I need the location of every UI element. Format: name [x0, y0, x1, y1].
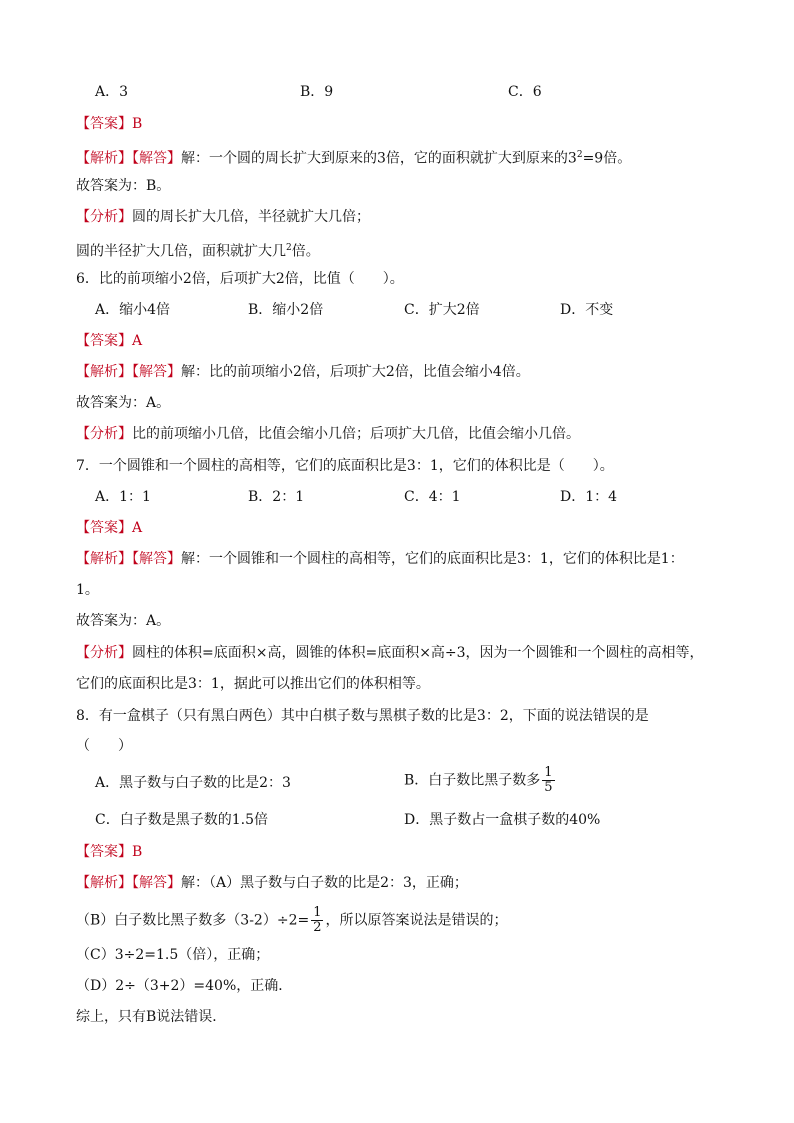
remark-text: 圆的周长扩大几倍，半径就扩大几倍； [132, 209, 370, 225]
q5-conclusion: 故答案为：B。 [76, 178, 171, 194]
solve-tag: 【解答】 [132, 364, 181, 380]
q6-option-a: A．缩小4倍 [95, 302, 171, 318]
q7-stem: 7．一个圆锥和一个圆柱的高相等，它们的底面积比是3：1，它们的体积比是（ ）。 [76, 458, 614, 474]
remark-tag: 【分析】 [76, 645, 132, 661]
fraction-numerator: 1 [313, 905, 322, 920]
remark-text: 比的前项缩小几倍，比值会缩小几倍；后项扩大几倍，比值会缩小几倍。 [132, 426, 580, 442]
q7-option-c: C．4：1 [404, 489, 461, 505]
analysis-tag: 【解析】 [76, 551, 132, 567]
q6-conclusion: 故答案为：A。 [76, 395, 171, 411]
q7-answer-line [76, 518, 142, 538]
q8-option-a: A．黑子数与白子数的比是2：3 [95, 775, 291, 791]
remark-text: 圆柱的体积=底面积×高，圆锥的体积=底面积×高÷3，因为一个圆锥和一个圆柱的高相等， [132, 645, 704, 661]
q5-solve-line [76, 145, 631, 169]
solve-b-text: （B）白子数比黑子数多（3-2）÷2= [76, 912, 310, 929]
analysis-tag: 【解析】 [76, 150, 132, 167]
remark-tag: 【分析】 [76, 209, 132, 225]
option-c: C．6 [508, 84, 542, 100]
solve-text: 解：一个圆锥和一个圆柱的高相等，它们的底面积比是3：1，它们的体积比是1： [181, 551, 684, 567]
fraction-denominator: 5 [544, 780, 553, 795]
solve-tag: 【解答】 [132, 150, 181, 167]
q8-option-d: D．黑子数占一盒棋子数的40% [404, 812, 601, 828]
q7-remark-line [76, 643, 704, 663]
answer-tag: 【答案】 [76, 116, 132, 132]
answer-tag: 【答案】 [76, 844, 132, 860]
q5-remark-line-2 [76, 238, 320, 262]
remark-tag: 【分析】 [76, 426, 132, 442]
q8-answer-line [76, 842, 142, 862]
q8-option-c: C．白子数是黑子数的1.5倍 [95, 812, 268, 828]
analysis-tag: 【解析】 [76, 875, 132, 891]
q8-stem-2: （ ） [76, 738, 132, 754]
q7-solve-line-2: 1。 [76, 582, 99, 598]
q5-answer-line [76, 114, 142, 134]
q6-option-c: C．扩大2倍 [404, 302, 480, 318]
q6-stem: 6．比的前项缩小2倍，后项扩大2倍，比值（ ）。 [76, 271, 404, 287]
solve-text: 解：（A）黑子数与白子数的比是2：3，正确； [181, 875, 468, 891]
q8-option-b [404, 766, 557, 795]
answer-value: B [132, 844, 143, 860]
fraction-one-half [311, 906, 323, 935]
q7-option-d: D．1：4 [560, 489, 618, 505]
solve-text: 解：比的前项缩小2倍，后项扩大2倍，比值会缩小4倍。 [181, 364, 530, 380]
q8-solve-line [76, 873, 468, 893]
fraction-numerator: 1 [544, 765, 553, 780]
q6-remark-line [76, 424, 580, 444]
q7-option-b: B．2：1 [248, 489, 305, 505]
solve-tag: 【解答】 [132, 551, 181, 567]
solve-text-end: =9倍。 [582, 150, 632, 167]
q8-stem: 8．有一盒棋子（只有黑白两色）其中白棋子数与黑棋子数的比是3：2，下面的说法错误的是 [76, 708, 649, 724]
analysis-tag: 【解析】 [76, 364, 132, 380]
q6-option-d: D．不变 [560, 302, 614, 318]
option-b: B．9 [300, 84, 334, 100]
fraction-denominator: 2 [313, 920, 322, 935]
answer-value: B [132, 116, 143, 132]
q8-solve-d: （D）2÷（3+2）=40%，正确． [76, 978, 293, 994]
q6-option-b: B．缩小2倍 [248, 302, 324, 318]
remark-text-end: 倍。 [291, 243, 320, 260]
q7-remark-line-2: 它们的底面积比是3：1，据此可以推出它们的体积相等。 [76, 676, 430, 692]
q5-remark-line [76, 207, 370, 227]
answer-tag: 【答案】 [76, 333, 132, 349]
remark-text: 圆的半径扩大几倍，面积就扩大几 [76, 243, 286, 260]
answer-value: A [132, 333, 143, 349]
fraction-one-fifth [542, 766, 554, 795]
option-b-text: B．白子数比黑子数多 [404, 772, 541, 789]
solve-text: 解：一个圆的周长扩大到原来的3倍，它的面积就扩大到原来的3 [181, 150, 577, 167]
solve-tag: 【解答】 [132, 875, 181, 891]
remark-sup: 2 [286, 243, 292, 253]
q7-option-a: A．1：1 [95, 489, 151, 505]
q6-solve-line [76, 362, 530, 382]
option-a: A．3 [95, 84, 129, 100]
solve-b-text-end: ，所以原答案说法是错误的； [325, 912, 508, 929]
q8-solve-b [76, 906, 507, 935]
q8-summary: 综上，只有B说法错误． [76, 1009, 227, 1025]
q7-conclusion: 故答案为：A。 [76, 613, 171, 629]
answer-value: A [132, 520, 143, 536]
q8-solve-c: （C）3÷2=1.5（倍），正确； [76, 947, 270, 963]
answer-tag: 【答案】 [76, 520, 132, 536]
solve-sup: 2 [576, 150, 583, 160]
q7-solve-line [76, 549, 684, 569]
q6-answer-line [76, 331, 142, 351]
